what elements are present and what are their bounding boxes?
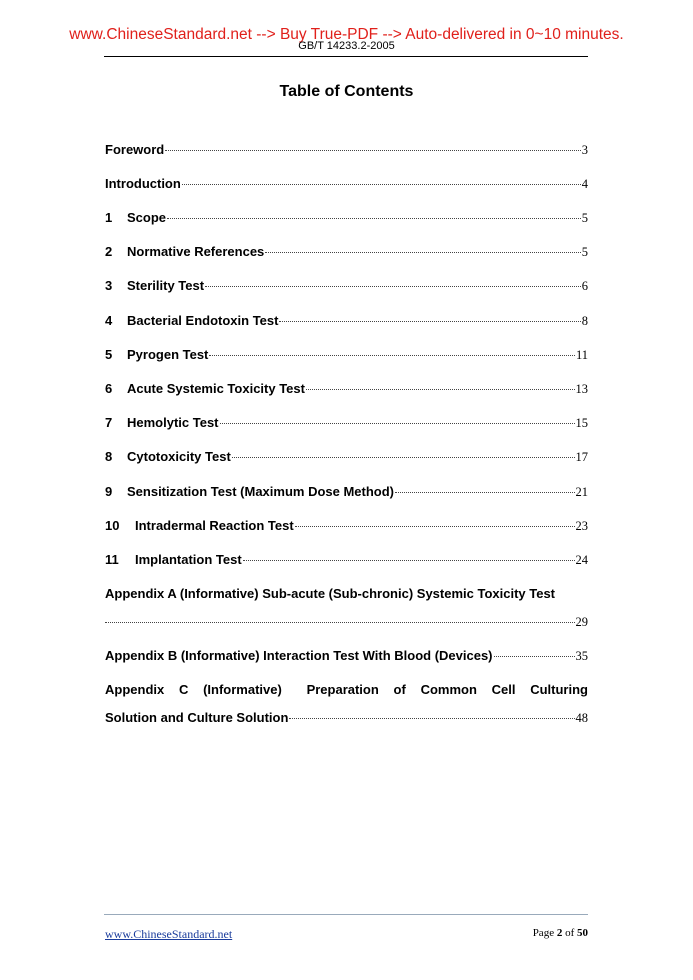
dot-leader [395, 492, 574, 493]
toc-entry-number: 9 [105, 484, 113, 499]
toc-entry-number: 10 [105, 518, 120, 533]
toc-entry-label: Normative References [127, 244, 265, 259]
dot-leader [205, 286, 581, 287]
toc-entry[interactable] [105, 415, 588, 431]
appendix-c-entry-line2[interactable] [105, 710, 588, 726]
appendix-a-page: 29 [575, 615, 588, 629]
toc-entry-label: Hemolytic Test [127, 415, 219, 430]
appendix-b-title: Appendix B (Informative) Interaction Test With Blood (Devices) [105, 648, 493, 663]
toc-entry-label: Intradermal Reaction Test [135, 518, 294, 533]
toc-entry[interactable] [105, 552, 588, 568]
toc-entry-page: 5 [581, 211, 588, 225]
dot-leader [243, 560, 575, 561]
toc-entry-page: 5 [581, 245, 588, 259]
page-label: Page [532, 927, 555, 939]
page-current: 2 [556, 927, 563, 939]
dot-leader [105, 622, 575, 623]
dot-leader [165, 150, 581, 151]
appendix-b-entry[interactable] [105, 648, 588, 664]
toc-entry-page: 11 [575, 348, 588, 362]
toc-entry-page: 17 [575, 450, 588, 464]
purchase-banner[interactable]: www.ChineseStandard.net --> Buy True-PDF --> Auto-delivered in 0~10 minutes. [69, 26, 624, 43]
toc-entry[interactable] [105, 142, 588, 158]
toc-entry[interactable] [105, 381, 588, 397]
dot-leader [265, 252, 580, 253]
toc-entry[interactable] [105, 484, 588, 500]
appendix-a-leader-row[interactable] [105, 614, 588, 630]
toc-entry-label: Bacterial Endotoxin Test [127, 313, 279, 328]
page-title: Table of Contents [279, 83, 414, 100]
appendix-b-page: 35 [575, 649, 588, 663]
appendix-c-word: (Informative) [203, 682, 282, 697]
dot-leader [232, 457, 575, 458]
appendix-c-word: of [393, 682, 406, 697]
toc-entry-label: Sterility Test [127, 278, 205, 293]
toc-entry[interactable] [105, 278, 588, 294]
footer-website-link[interactable]: www.ChineseStandard.net [105, 927, 233, 941]
toc-entry[interactable] [105, 449, 588, 465]
toc-entry[interactable] [105, 210, 588, 226]
toc-entry-page: 4 [581, 177, 588, 191]
toc-entry-label: Cytotoxicity Test [127, 449, 231, 464]
header-rule [104, 56, 588, 57]
footer-rule [104, 914, 588, 915]
dot-leader [306, 389, 575, 390]
toc-entry-page: 13 [575, 382, 588, 396]
toc-entry-label: Introduction [105, 176, 181, 191]
toc-entry-label: Scope [127, 210, 167, 225]
appendix-c-word: Cell [491, 682, 516, 697]
toc-entry-page: 21 [575, 485, 588, 499]
dot-leader [295, 526, 575, 527]
dot-leader [182, 184, 581, 185]
toc-entry-label: Acute Systemic Toxicity Test [127, 381, 305, 396]
toc-entry-label: Foreword [105, 142, 165, 157]
toc-entry[interactable] [105, 518, 588, 534]
toc-entry-page: 3 [581, 143, 588, 157]
toc-entry-number: 4 [105, 313, 113, 328]
appendix-a-title[interactable]: Appendix A (Informative) Sub-acute (Sub-chronic) Systemic Toxicity Test [105, 586, 556, 601]
toc-entry-page: 8 [581, 314, 588, 328]
appendix-c-word: Culturing [530, 682, 588, 697]
toc-entry-label: Sensitization Test (Maximum Dose Method) [127, 484, 395, 499]
toc-entry-number: 6 [105, 381, 113, 396]
toc-entry-page: 23 [575, 519, 588, 533]
appendix-c-title-line2: Solution and Culture Solution [105, 710, 289, 725]
toc-entry[interactable] [105, 313, 588, 329]
toc-entry-page: 15 [575, 416, 588, 430]
toc-entry-number: 11 [105, 552, 119, 567]
toc-entry-label: Implantation Test [135, 552, 242, 567]
toc-entry-number: 3 [105, 278, 113, 293]
toc-entry-number: 8 [105, 449, 113, 464]
toc-entry[interactable] [105, 347, 588, 363]
dot-leader [494, 656, 575, 657]
appendix-c-title-line1[interactable] [105, 682, 588, 698]
toc-entry-number: 1 [105, 210, 113, 225]
appendix-c-word: Common [420, 682, 477, 697]
appendix-c-word: Appendix [105, 682, 165, 697]
appendix-c-word: C [178, 682, 189, 697]
toc-entry-page: 24 [575, 553, 588, 567]
appendix-c-word: Preparation [306, 682, 379, 697]
page-number [533, 927, 588, 939]
toc-entry[interactable] [105, 176, 588, 192]
toc-entry[interactable] [105, 244, 588, 260]
toc-entry-label: Pyrogen Test [127, 347, 209, 362]
page-of: of [565, 927, 575, 939]
dot-leader [289, 718, 574, 719]
toc-entry-number: 5 [105, 347, 113, 362]
dot-leader [167, 218, 581, 219]
appendix-c-page: 48 [575, 711, 588, 725]
standard-number: GB/T 14233.2-2005 [298, 40, 395, 52]
dot-leader [279, 321, 580, 322]
dot-leader [220, 423, 575, 424]
page-total: 50 [577, 927, 588, 939]
toc-entry-number: 7 [105, 415, 113, 430]
toc-entry-number: 2 [105, 244, 113, 259]
dot-leader [209, 355, 575, 356]
toc-entry-page: 6 [581, 279, 588, 293]
